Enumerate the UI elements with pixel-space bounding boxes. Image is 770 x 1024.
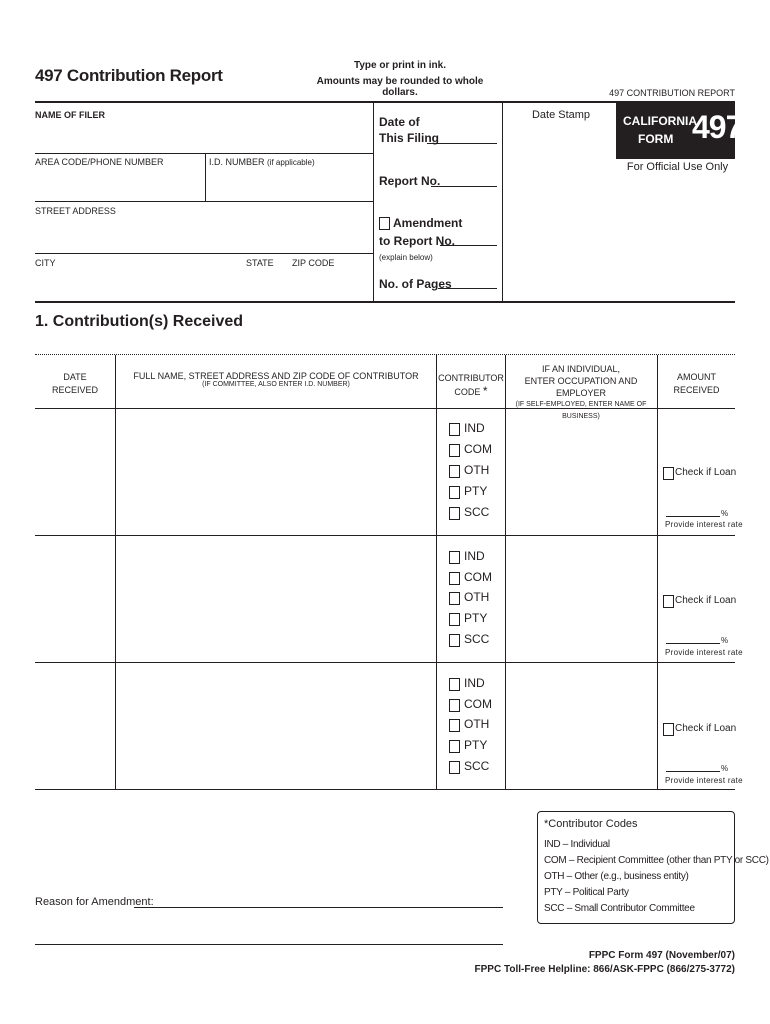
street-address-field[interactable] [35, 218, 371, 252]
loan-label: Check if Loan [675, 723, 737, 734]
col-occupation-header-1: IF AN INDIVIDUAL, [541, 364, 621, 374]
code-oth-label: OTH [464, 590, 490, 604]
code-com-checkbox[interactable] [449, 699, 460, 712]
loan-checkbox[interactable] [663, 723, 674, 736]
fppc-helpline: FPPC Toll-Free Helpline: 866/ASK-FPPC (866/275-3772) [474, 964, 735, 975]
street-address-label: STREET ADDRESS [35, 206, 116, 216]
amendment-label: Amendment [393, 216, 463, 230]
table-row [35, 536, 735, 662]
code-ind-label: IND [464, 421, 485, 435]
phone-id-divider [205, 153, 206, 201]
col-code-star: * [482, 384, 488, 398]
loan-label: Check if Loan [675, 595, 737, 606]
table-row [35, 409, 735, 535]
city-state-zip-field[interactable] [35, 270, 371, 300]
col-date-header-2: RECEIVED [51, 385, 98, 395]
code-pty-label: PTY [464, 738, 488, 752]
code-ind-checkbox[interactable] [449, 551, 460, 564]
report-no-label: Report No. [379, 174, 441, 188]
date-of-filing-field[interactable] [427, 143, 497, 144]
zip-code-label: ZIP CODE [292, 258, 335, 268]
col-name-header-2: (IF COMMITTEE, ALSO ENTER I.D. NUMBER) [202, 381, 350, 388]
row-date-field[interactable] [35, 663, 115, 789]
no-of-pages-field[interactable] [438, 288, 497, 289]
phone-divider [35, 201, 373, 202]
loan-checkbox[interactable] [663, 595, 674, 608]
row-date-field[interactable] [35, 409, 115, 535]
col-date-header-1: DATE [63, 372, 87, 382]
code-com-label: COM [464, 442, 492, 456]
row-date-field[interactable] [35, 536, 115, 662]
form-identifier: FPPC Form 497 (November/07) [588, 950, 735, 961]
badge-number: 497 [692, 109, 743, 145]
interest-rate-label: Provide interest rate [665, 520, 743, 529]
table-top-rule [35, 354, 735, 355]
col-occupation-header-2: ENTER OCCUPATION AND EMPLOYER [524, 376, 638, 398]
interest-rate-field[interactable] [666, 516, 720, 517]
code-pty-checkbox[interactable] [449, 613, 460, 626]
code-oth-checkbox[interactable] [449, 465, 460, 478]
row-contributor-field[interactable] [116, 536, 436, 662]
percent-sign: % [721, 636, 729, 645]
col-name-header [116, 371, 436, 388]
report-label: 497 CONTRIBUTION REPORT [609, 88, 735, 98]
code-scc-label: SCC [464, 505, 490, 519]
amendment-reason-field[interactable] [134, 907, 503, 908]
col-code-header-1: CONTRIBUTOR [438, 373, 504, 383]
row-contributor-field[interactable] [116, 663, 436, 789]
legend-com: COM – Recipient Committee (other than PTY or SCC) [544, 855, 769, 866]
explain-below-note: (explain below) [379, 253, 433, 262]
city-label: CITY [35, 258, 56, 268]
stamp-divider [502, 103, 503, 301]
form-title: 497 Contribution Report [35, 66, 223, 85]
loan-label: Check if Loan [675, 467, 737, 478]
table-row-3-bottom [35, 789, 735, 790]
code-ind-checkbox[interactable] [449, 423, 460, 436]
code-scc-checkbox[interactable] [449, 761, 460, 774]
name-of-filer-label: NAME OF FILER [35, 110, 105, 120]
code-oth-checkbox[interactable] [449, 719, 460, 732]
code-pty-checkbox[interactable] [449, 486, 460, 499]
amendment-reason-field-2[interactable] [35, 944, 503, 945]
interest-rate-label: Provide interest rate [665, 776, 743, 785]
legend-scc: SCC – Small Contributor Committee [544, 903, 695, 914]
row-occupation-field[interactable] [506, 536, 657, 662]
code-com-checkbox[interactable] [449, 444, 460, 457]
badge-form: FORM [638, 132, 674, 146]
code-pty-label: PTY [464, 484, 488, 498]
col-code-header-2: CODE [454, 387, 481, 397]
amendment-report-no-field[interactable] [440, 245, 497, 246]
instruction-ink: Type or print in ink. [353, 60, 447, 71]
amendment-checkbox[interactable] [379, 217, 390, 230]
row-contributor-field[interactable] [116, 409, 436, 535]
loan-checkbox[interactable] [663, 467, 674, 480]
amendment-reason-label: Reason for Amendment: [35, 896, 154, 908]
state-label: STATE [246, 258, 274, 268]
id-number-label-text: I.D. NUMBER [209, 157, 265, 167]
col-date-header [35, 371, 115, 397]
interest-rate-field[interactable] [666, 643, 720, 644]
legend-title: *Contributor Codes [544, 818, 638, 830]
amendment-report-label: to Report No. [379, 234, 455, 248]
col-amount-header [658, 371, 735, 397]
no-of-pages-label: No. of Pages [379, 277, 452, 291]
legend-oth: OTH – Other (e.g., business entity) [544, 871, 689, 882]
filer-block-bottom [35, 301, 735, 303]
percent-sign: % [721, 764, 729, 773]
code-pty-label: PTY [464, 611, 488, 625]
form-number-badge [616, 102, 743, 159]
code-pty-checkbox[interactable] [449, 740, 460, 753]
id-number-note: (if applicable) [267, 158, 315, 167]
row-occupation-field[interactable] [506, 409, 657, 535]
col-code-header-2-wrap [437, 385, 505, 399]
code-com-label: COM [464, 697, 492, 711]
filer-divider [373, 103, 374, 301]
name-of-filer-field[interactable] [35, 120, 371, 152]
col-amount-header-1: AMOUNT [677, 372, 716, 382]
date-of-filing-label-2: This Filing [379, 131, 439, 145]
legend-ind: IND – Individual [544, 839, 610, 850]
name-divider [35, 153, 373, 154]
code-ind-checkbox[interactable] [449, 678, 460, 691]
id-number-field[interactable] [209, 168, 371, 200]
code-ind-label: IND [464, 549, 485, 563]
code-oth-label: OTH [464, 717, 490, 731]
interest-rate-field[interactable] [666, 771, 720, 772]
report-no-field[interactable] [431, 186, 497, 187]
code-com-checkbox[interactable] [449, 572, 460, 585]
col-name-header-1: FULL NAME, STREET ADDRESS AND ZIP CODE OF CONTRIBUTOR [133, 371, 419, 381]
official-use-label: For Official Use Only [626, 161, 729, 173]
code-com-label: COM [464, 570, 492, 584]
badge-california: CALIFORNIA [623, 114, 697, 128]
row-occupation-field[interactable] [506, 663, 657, 789]
contributor-codes-legend [537, 811, 769, 924]
code-oth-checkbox[interactable] [449, 592, 460, 605]
col-code-header [437, 372, 505, 399]
street-divider [35, 253, 373, 254]
phone-field[interactable] [35, 168, 203, 200]
col-amount-header-2: RECEIVED [673, 385, 720, 395]
code-ind-label: IND [464, 676, 485, 690]
code-scc-label: SCC [464, 759, 490, 773]
percent-sign: % [721, 509, 729, 518]
section-title: 1. Contribution(s) Received [35, 313, 244, 330]
code-oth-label: OTH [464, 463, 490, 477]
legend-pty: PTY – Political Party [544, 887, 629, 898]
code-scc-label: SCC [464, 632, 490, 646]
code-scc-checkbox[interactable] [449, 634, 460, 647]
col-occupation-header-3: (IF SELF-EMPLOYED, ENTER NAME OF BUSINESS) [515, 401, 647, 420]
id-number-label [209, 157, 315, 167]
date-of-filing-label-1: Date of [379, 115, 420, 129]
instruction-rounding: Amounts may be rounded to whole dollars. [316, 76, 484, 98]
interest-rate-label: Provide interest rate [665, 648, 743, 657]
date-stamp-label: Date Stamp [531, 109, 591, 121]
phone-label: AREA CODE/PHONE NUMBER [35, 157, 164, 167]
code-scc-checkbox[interactable] [449, 507, 460, 520]
table-row [35, 663, 735, 789]
